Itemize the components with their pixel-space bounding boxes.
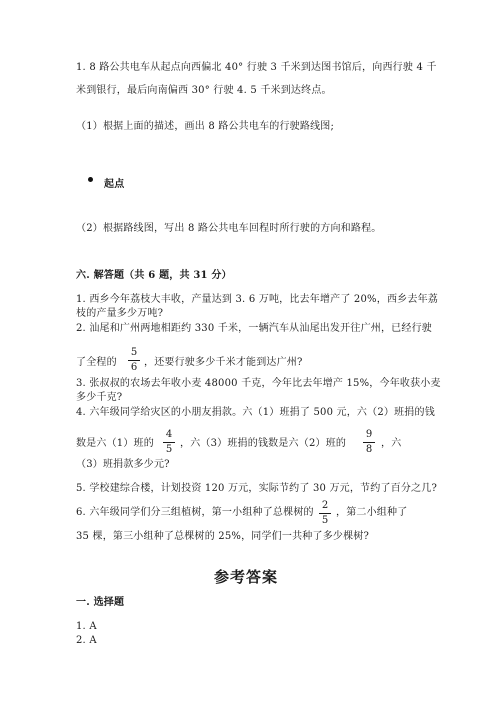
fraction-bar: [128, 360, 140, 361]
fraction-numerator: 9: [365, 429, 373, 440]
s6-q1-line-2: 枝的产量多少万吨?: [76, 308, 164, 319]
fraction-denominator: 8: [365, 444, 373, 455]
fraction-denominator: 5: [165, 444, 173, 455]
s6-q4-line-3: （3）班捐款多少元?: [76, 459, 170, 470]
fraction-numerator: 5: [130, 347, 138, 358]
fraction-numerator: 4: [165, 429, 173, 440]
fraction-denominator: 6: [130, 362, 138, 373]
q-route-part-1: （1）根据上面的描述，画出 8 路公共电车的行驶路线图;: [76, 121, 335, 132]
s6-q1-line-1: 1. 西乡今年荔枝大丰收，产量达到 3. 6 万吨，比去年增产了 20%，西乡去年荔: [76, 294, 438, 305]
section-6-heading: 六. 解答题（共 6 题，共 31 分）: [76, 270, 232, 281]
s6-q3-line-1: 3. 张叔叔的农场去年收小麦 48000 千克，今年比去年增产 15%，今年收获小麦: [76, 378, 441, 389]
s6-q6-line-2: 35 棵，第三小组种了总棵树的 25%，同学们一共种了多少棵树?: [76, 531, 370, 542]
origin-label: 起点: [104, 179, 125, 190]
answers-section-1: 一. 选择题: [76, 597, 125, 608]
answers-title: 参考答案: [214, 568, 279, 586]
s6-q6-line-1a: 6. 六年级同学们分三组植树，第一小组种了总棵树的: [76, 507, 314, 518]
origin-point-dot: [88, 177, 93, 182]
s6-q2-fraction: [127, 347, 141, 374]
q-route-line-1: 1. 8 路公共电车从起点向西偏北 40° 行驶 3 千米到达图书馆后，向西行驶 4 千: [76, 62, 437, 73]
s6-q4-line-2a: 数是六（1）班的: [76, 438, 154, 449]
s6-q2-line-2a: 了全程的: [76, 357, 117, 368]
fraction-numerator: 2: [321, 500, 329, 511]
fraction-bar: [363, 442, 375, 443]
s6-q6-fraction: [318, 500, 332, 527]
fraction-bar: [163, 442, 175, 443]
fraction-denominator: 5: [321, 515, 329, 526]
s6-q4-line-1: 4. 六年级同学给灾区的小朋友捐款。六（1）班捐了 500 元，六（2）班捐的钱: [76, 407, 435, 418]
s6-q6-line-1b: ，第二小组种了: [336, 507, 408, 518]
fraction-bar: [319, 513, 331, 514]
s6-q3-line-2: 多少千克?: [76, 392, 123, 403]
answer-1: 1. A: [76, 621, 97, 632]
s6-q4-line-2c: ，六: [381, 438, 402, 449]
s6-q4-fraction-1: [162, 429, 176, 456]
s6-q2-line-2b: ，还要行驶多少千米才能到达广州?: [144, 357, 303, 368]
q-route-part-2: （2）根据路线图，写出 8 路公共电车回程时所行驶的方向和路程。: [76, 223, 382, 234]
s6-q4-line-2b: ，六（3）班捐的钱数是六（2）班的: [180, 438, 347, 449]
s6-q5-line-1: 5. 学校建综合楼，计划投资 120 万元，实际节约了 30 万元，节约了百分之几?: [76, 483, 438, 494]
s6-q4-fraction-2: [362, 429, 376, 456]
q-route-line-2: 米到银行，最后向南偏西 30° 行驶 4. 5 千米到达终点。: [76, 85, 332, 96]
s6-q2-line-1: 2. 汕尾和广州两地相距约 330 千米，一辆汽车从汕尾出发开往广州，已经行驶: [76, 323, 432, 334]
answer-2: 2. A: [76, 635, 97, 646]
